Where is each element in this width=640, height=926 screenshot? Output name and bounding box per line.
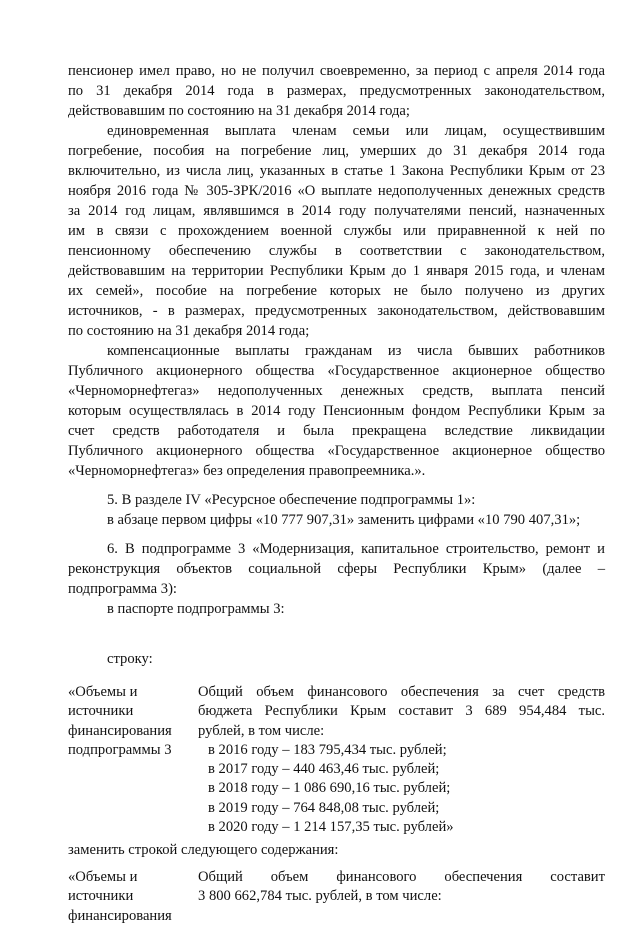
text-line: Публичного акционерного общества «Государственное акционерное общество <box>68 443 605 459</box>
text-line: Общий объем финансового обеспечения за счет средств <box>198 684 605 700</box>
text-line: погребение, пособия на погребение лиц, умерших до 31 декабря 2014 года <box>68 143 605 159</box>
text-line: 6. В подпрограмме 3 «Модернизация, капитальное строительство, ремонт и <box>107 541 605 557</box>
text-line: в паспорте подпрограммы 3: <box>107 601 285 617</box>
text-line: Общий объем финансового обеспечения составит <box>198 869 605 885</box>
text-line: рублей, в том числе: <box>198 722 325 739</box>
row-label-cell <box>68 868 193 926</box>
text-line: Публичного акционерного общества «Государственное акционерное общество <box>68 363 605 379</box>
year-line: в 2018 году – 1 086 690,16 тыс. рублей; <box>208 780 451 797</box>
text-line: действовавшим на территории Республики Крым до 1 января 2015 года, и членам <box>68 263 605 279</box>
text-line: пенсионер имел право, но не получил своевременно, за период с апреля 2014 года <box>68 63 605 79</box>
text-line: источники <box>68 888 134 905</box>
text-line: «Черноморнефтегаз» недополученных денежных средств, выплата пенсий <box>68 383 605 399</box>
text-line: «Объемы и <box>68 684 138 700</box>
text-line: источников, - в размерах, предусмотренных законодательством, действовавшим <box>68 303 605 319</box>
text-line: источники <box>68 703 134 720</box>
text-line: счет средств работодателя и была прекращена вследствие ликвидации <box>68 423 605 439</box>
text-line: единовременная выплата членам семьи или лицам, осуществившим <box>107 123 605 139</box>
year-list <box>198 741 605 837</box>
text-line: финансирования <box>68 722 172 739</box>
text-line: действовавшим по состоянию на 31 декабря 2014 года; <box>68 103 410 119</box>
text-line: которым осуществлялась в 2014 году Пенсионным фондом Республики Крым за <box>68 403 605 419</box>
year-line: в 2017 году – 440 463,46 тыс. рублей; <box>208 761 440 778</box>
year-line: в 2016 году – 183 795,434 тыс. рублей; <box>208 741 447 758</box>
row-value-cell <box>198 868 605 907</box>
row-label: строку: <box>107 651 153 667</box>
year-line: в 2020 году – 1 214 157,35 тыс. рублей» <box>208 819 454 836</box>
text-line: в абзаце первом цифры «10 777 907,31» заменить цифрами «10 790 407,31»; <box>107 512 581 528</box>
text-line: бюджета Республики Крым составит 3 689 954,484 тыс. <box>198 703 605 720</box>
row-value-cell <box>198 683 605 837</box>
text-line: «Черноморнефтегаз» без определения правопреемника.». <box>68 463 426 479</box>
row-label-cell <box>68 683 193 760</box>
text-line: по 31 декабря 2014 года в размерах, предусмотренных законодательством, <box>68 83 605 99</box>
text-line: 5. В разделе IV «Ресурсное обеспечение подпрограммы 1»: <box>107 492 476 508</box>
text-line: компенсационные выплаты гражданам из числа бывших работников <box>107 343 605 359</box>
text-line: подпрограммы 3 <box>68 741 172 758</box>
text-line: включительно, из числа лиц, указанных в статье 1 Закона Республики Крым от 23 <box>68 163 605 179</box>
year-line: в 2019 году – 764 848,08 тыс. рублей; <box>208 799 440 816</box>
text-line: им в связи с прохождением военной службы или приравненной к ней по <box>68 223 605 239</box>
text-line: подпрограмма 3): <box>68 581 177 597</box>
text-line: 3 800 662,784 тыс. рублей, в том числе: <box>198 888 442 905</box>
text-line: за 2014 год лицам, являвшимся в 2014 году получателями пенсий, назначенных <box>68 203 605 219</box>
text-line: ноября 2016 года № 305-ЗРК/2016 «О выплате недополученных денежных средств <box>68 183 605 199</box>
replace-label: заменить строкой следующего содержания: <box>68 842 339 858</box>
text-line: их семей», пособие на погребение которых не было получено из других <box>68 283 605 299</box>
text-line: финансирования <box>68 907 172 924</box>
text-line: по состоянию на 31 декабря 2014 года; <box>68 323 310 339</box>
text-line: реконструкция объектов социальной сферы Республики Крым» (далее – <box>68 561 605 577</box>
text-line: «Объемы и <box>68 869 138 885</box>
text-line: пенсионному обеспечению службы в соответствии с законодательством, <box>68 243 605 259</box>
